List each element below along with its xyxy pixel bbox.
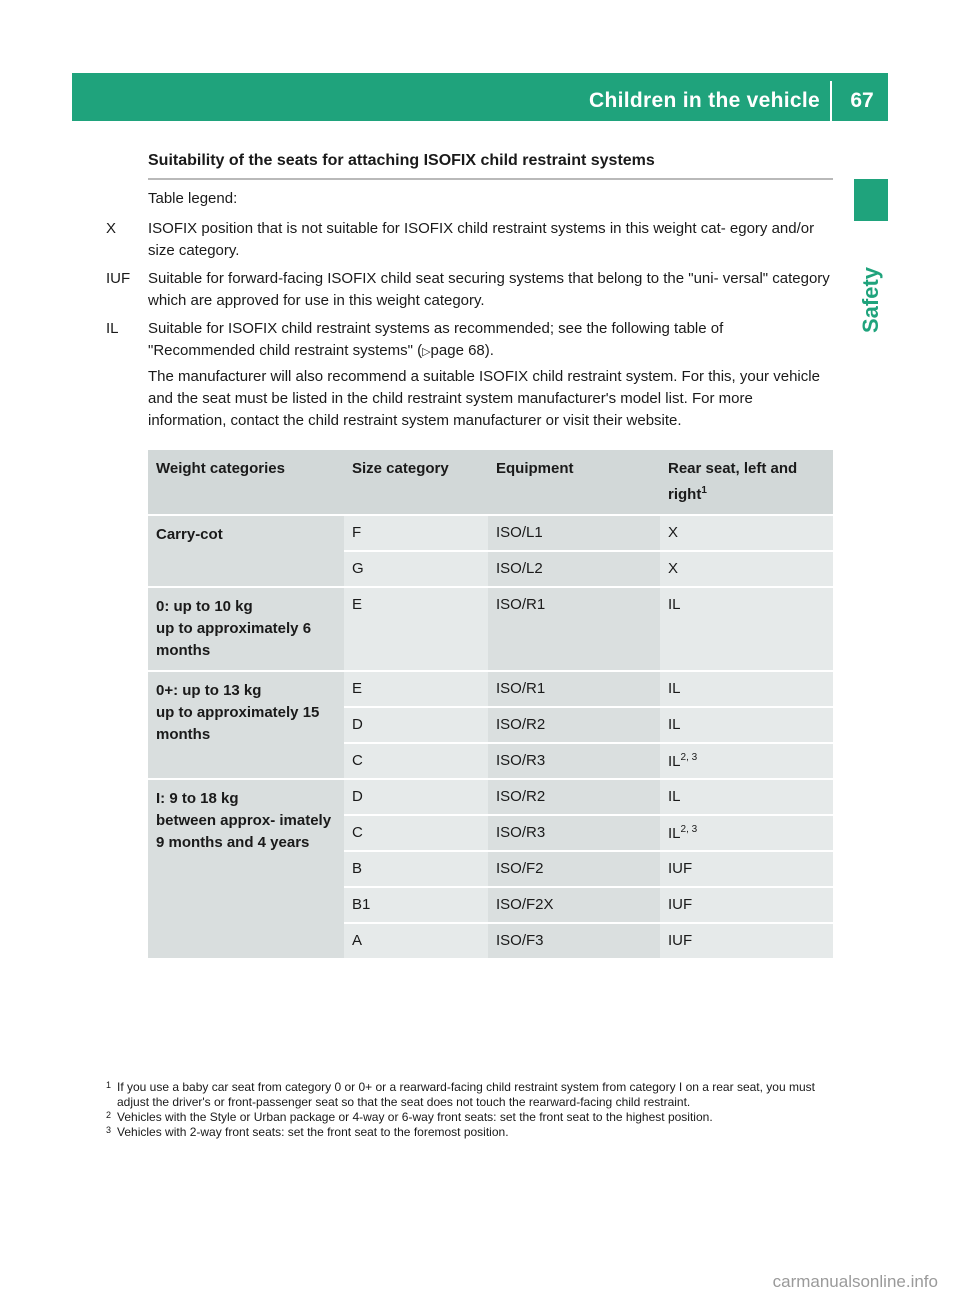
rear-seat-value: IL bbox=[668, 596, 681, 613]
rear-seat-cell bbox=[660, 815, 833, 851]
legend-paragraph-text: ISOFIX position that is not suitable for ISOFIX child restraint systems in this weight cat- egory and/or size category. bbox=[148, 220, 815, 259]
rear-seat-value: X bbox=[668, 560, 679, 577]
section-tab-marker bbox=[854, 179, 888, 221]
weight-category-cell bbox=[148, 515, 344, 587]
isofix-suitability-table bbox=[148, 448, 833, 958]
header-weight-categories: Weight categories bbox=[148, 449, 344, 515]
watermark: carmanualsonline.info bbox=[772, 1272, 938, 1291]
footnote-text: Vehicles with 2-way front seats: set the front seat to the foremost position. bbox=[117, 1125, 509, 1139]
rear-seat-value: IL bbox=[668, 680, 681, 697]
equipment-cell: ISO/F2X bbox=[488, 887, 660, 923]
header-divider bbox=[830, 81, 832, 121]
weight-category-cell bbox=[148, 671, 344, 779]
equipment-cell: ISO/L2 bbox=[488, 551, 660, 587]
page-ref-arrow-icon: ▷ bbox=[422, 346, 431, 358]
section-side-label: Safety bbox=[858, 266, 883, 334]
legend-paragraph bbox=[148, 268, 834, 312]
size-category-cell: B bbox=[344, 851, 488, 887]
weight-category-line: 0+: up to 13 kg bbox=[156, 682, 262, 699]
rear-seat-cell bbox=[660, 887, 833, 923]
rear-seat-cell bbox=[660, 923, 833, 958]
size-category-cell: F bbox=[344, 515, 488, 551]
table-row bbox=[148, 671, 833, 707]
rear-seat-cell bbox=[660, 515, 833, 551]
weight-category-line: I: 9 to 18 kg bbox=[156, 790, 239, 807]
legend-code: IUF bbox=[106, 270, 131, 287]
legend-paragraph bbox=[148, 218, 834, 262]
legend-code: X bbox=[106, 220, 117, 237]
size-category-cell: D bbox=[344, 707, 488, 743]
size-category-cell: B1 bbox=[344, 887, 488, 923]
rear-seat-cell bbox=[660, 551, 833, 587]
footnote-number: 2 bbox=[106, 1110, 112, 1120]
legend-paragraph-text: Suitable for ISOFIX child restraint systems as recommended; see the following table of "Recommended child restraint systems" ( bbox=[148, 320, 724, 359]
legend-code: IL bbox=[106, 320, 119, 337]
weight-category-cell bbox=[148, 779, 344, 958]
legend-description bbox=[148, 268, 834, 312]
page-ref-link[interactable]: page 68). bbox=[430, 342, 494, 359]
size-category-cell: D bbox=[344, 779, 488, 815]
legend-intro: Table legend: bbox=[148, 190, 238, 207]
footnote-text: If you use a baby car seat from category 0 or 0+ or a rearward-facing child restraint system from category I on a rear seat, you must adjust the driver's or front-passenger seat so that the seat does not touch the rearward-facing child restraint. bbox=[117, 1080, 815, 1109]
footnote bbox=[106, 1125, 841, 1140]
rear-seat-cell bbox=[660, 779, 833, 815]
equipment-cell: ISO/R1 bbox=[488, 587, 660, 671]
table-legend bbox=[106, 218, 834, 438]
section-heading: Suitability of the seats for attaching ISOFIX child restraint systems bbox=[148, 152, 833, 180]
footnote bbox=[106, 1110, 841, 1125]
table-body bbox=[148, 515, 833, 958]
size-category-cell: C bbox=[344, 743, 488, 779]
footnote-number: 3 bbox=[106, 1125, 112, 1135]
legend-description bbox=[148, 218, 834, 262]
size-category-cell: A bbox=[344, 923, 488, 958]
legend-item bbox=[106, 318, 834, 432]
legend-item bbox=[106, 268, 834, 312]
size-category-cell: E bbox=[344, 587, 488, 671]
legend-item bbox=[106, 218, 834, 262]
footnote bbox=[106, 1080, 841, 1110]
rear-seat-value: IUF bbox=[668, 932, 693, 949]
header-size-category: Size category bbox=[344, 449, 488, 515]
weight-category-cell bbox=[148, 587, 344, 671]
page-number: 67 bbox=[850, 89, 874, 112]
rear-seat-cell bbox=[660, 587, 833, 671]
size-category-cell: G bbox=[344, 551, 488, 587]
footnote-ref: 2, 3 bbox=[680, 752, 698, 763]
rear-seat-value: IUF bbox=[668, 860, 693, 877]
rear-seat-cell bbox=[660, 851, 833, 887]
table-row bbox=[148, 587, 833, 671]
rear-seat-value: X bbox=[668, 524, 679, 541]
equipment-cell: ISO/L1 bbox=[488, 515, 660, 551]
equipment-cell: ISO/R2 bbox=[488, 707, 660, 743]
header-equipment: Equipment bbox=[488, 449, 660, 515]
equipment-cell: ISO/R3 bbox=[488, 743, 660, 779]
rear-seat-value: IUF bbox=[668, 896, 693, 913]
footnote-number: 1 bbox=[106, 1080, 112, 1090]
rear-seat-cell bbox=[660, 671, 833, 707]
rear-seat-value: IL bbox=[668, 825, 681, 842]
rear-seat-cell bbox=[660, 707, 833, 743]
size-category-cell: C bbox=[344, 815, 488, 851]
weight-category-line: between approx- imately 9 months and 4 years bbox=[156, 812, 332, 851]
rear-seat-value: IL bbox=[668, 788, 681, 805]
table-header-row bbox=[148, 449, 833, 515]
weight-category-line: up to approximately 6 months bbox=[156, 620, 312, 659]
weight-category-line: 0: up to 10 kg bbox=[156, 598, 253, 615]
legend-paragraph bbox=[148, 366, 834, 432]
footnotes bbox=[106, 1080, 841, 1140]
table-row bbox=[148, 779, 833, 815]
legend-description bbox=[148, 318, 834, 432]
table-row bbox=[148, 515, 833, 551]
equipment-cell: ISO/R2 bbox=[488, 779, 660, 815]
legend-paragraph bbox=[148, 318, 834, 363]
equipment-cell: ISO/R3 bbox=[488, 815, 660, 851]
rear-seat-value: IL bbox=[668, 716, 681, 733]
legend-paragraph-text: The manufacturer will also recommend a suitable ISOFIX child restraint system. For this, your vehicle and the seat must be listed in the child restraint system manufacturer's model list. For more information, contact the child restraint system manufacturer or visit their website. bbox=[148, 368, 820, 429]
legend-paragraph-text: Suitable for forward-facing ISOFIX child seat securing systems that belong to the "uni- versal" category which are approved for use in this weight category. bbox=[148, 270, 830, 309]
footnote-ref: 2, 3 bbox=[680, 824, 698, 835]
equipment-cell: ISO/R1 bbox=[488, 671, 660, 707]
page-header bbox=[72, 73, 888, 121]
chapter-title: Children in the vehicle bbox=[589, 89, 820, 112]
header-rear-seat: Rear seat, left and right$^1$ bbox=[660, 449, 833, 515]
weight-category-line: Carry-cot bbox=[156, 526, 223, 543]
equipment-cell: ISO/F3 bbox=[488, 923, 660, 958]
footnote-text: Vehicles with the Style or Urban package or 4-way or 6-way front seats: set the front seat to the highest position. bbox=[117, 1110, 713, 1124]
rear-seat-value: IL bbox=[668, 753, 681, 770]
equipment-cell: ISO/F2 bbox=[488, 851, 660, 887]
size-category-cell: E bbox=[344, 671, 488, 707]
weight-category-line: up to approximately 15 months bbox=[156, 704, 320, 743]
rear-seat-cell bbox=[660, 743, 833, 779]
